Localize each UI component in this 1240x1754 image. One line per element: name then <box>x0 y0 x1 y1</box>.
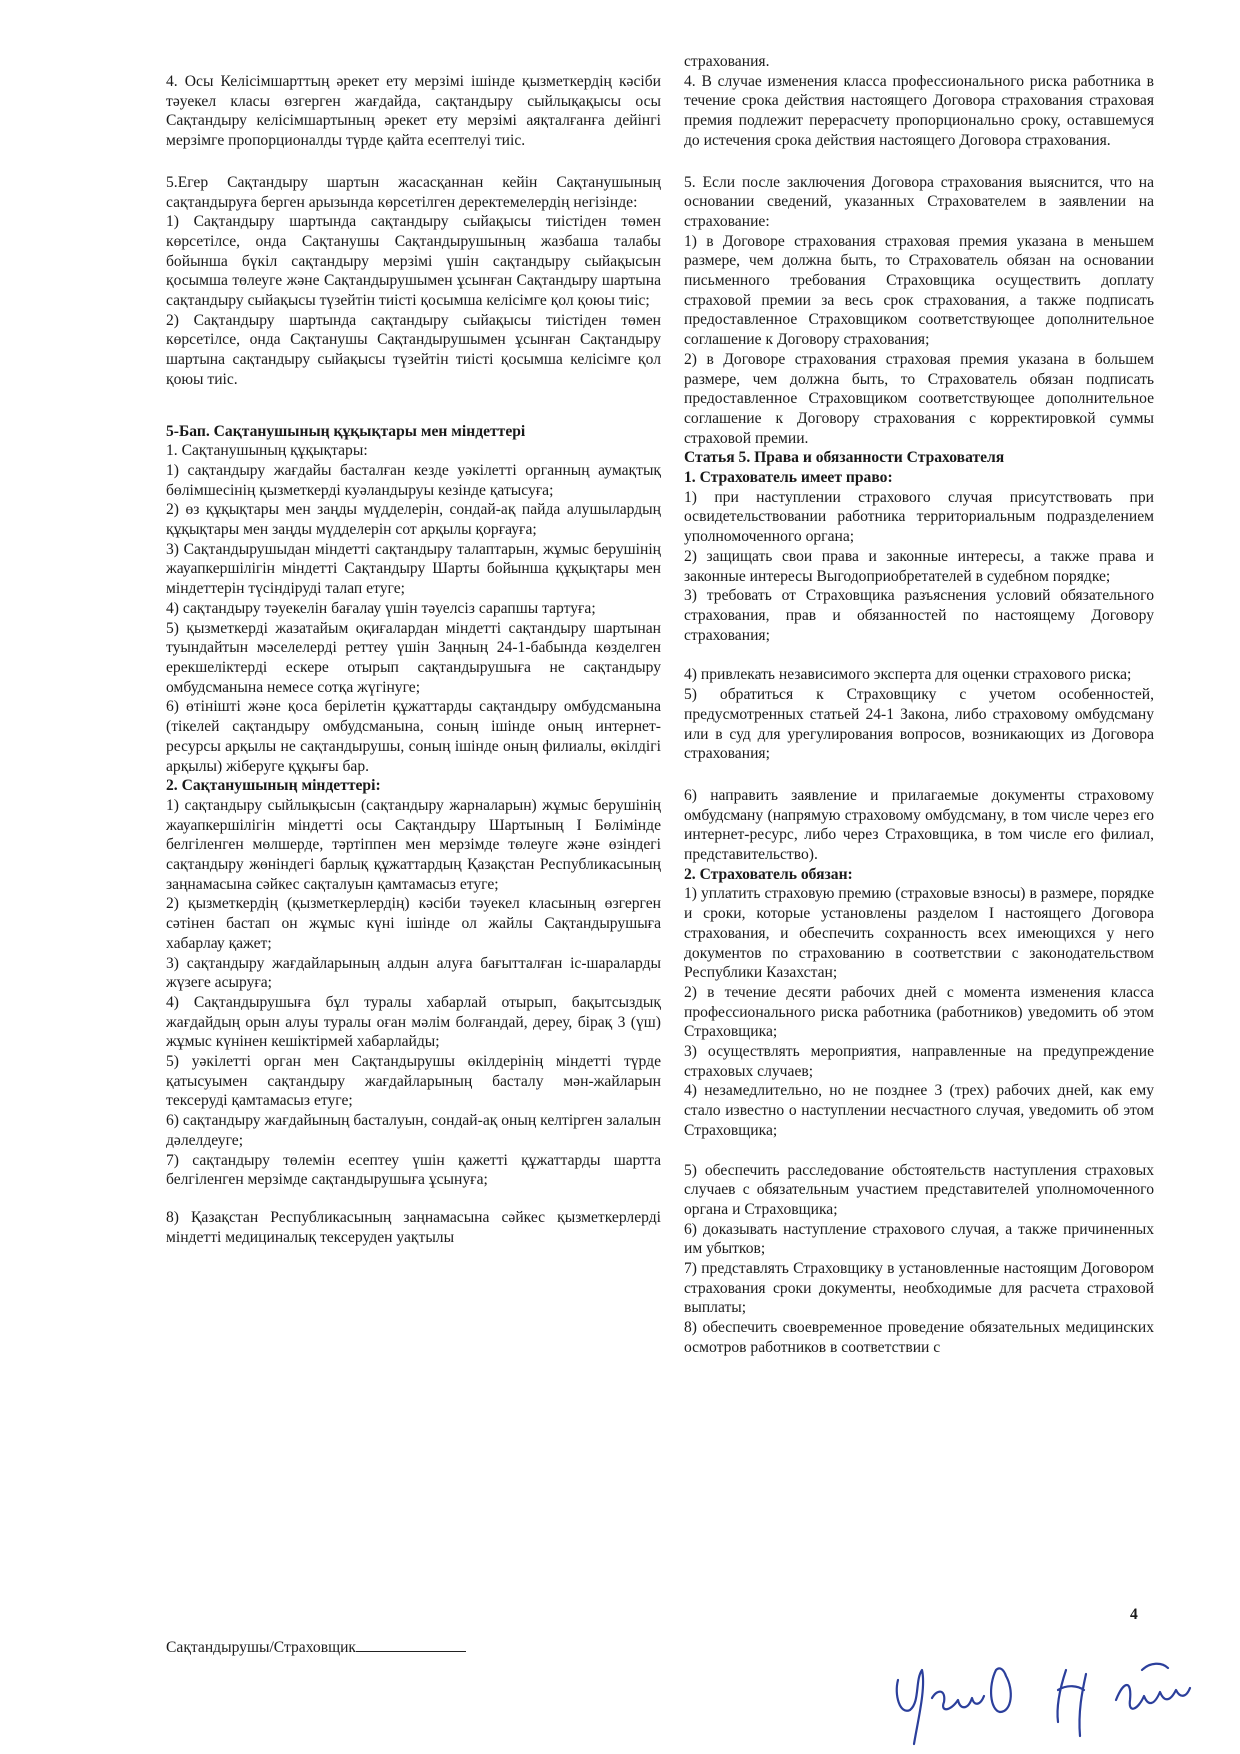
list-item: 2) өз құқықтары мен заңды мүдделерін, сондай-ақ пайда алушылардың құқықтары мен заңды мүдделерін сот арқылы қорғауға; <box>166 501 661 539</box>
list-item: 1) при наступлении страхового случая присутствовать при освидетельствовании работника территориальным подразделением уполномоченного органа; <box>684 488 1154 546</box>
signature-stroke <box>1116 1685 1190 1709</box>
list-item: 2) защищать свои права и законные интересы, а также права и законные интересы Выгодоприобретателей в судебном порядке; <box>684 547 1154 585</box>
list-item: 5) уәкілетті орган мен Сақтандырушы өкілдерінің міндетті түрде қатысуымен сақтандыру жағдайларының басталу мән-жайларын тексеруді қамтамасыз етуге; <box>166 1053 661 1110</box>
insurer-label: Сақтандырушы/Страховщик <box>166 1639 356 1656</box>
signature-stroke <box>932 1692 984 1710</box>
list-item: 2) в течение десяти рабочих дней с момента изменения класса профессионального риска работника (работников) уведомить об этом Страховщика; <box>684 983 1154 1041</box>
signature-stroke <box>1057 1670 1086 1736</box>
list-item: 6) сақтандыру жағдайының басталуын, сондай-ақ оның келтірген залалын дәлелдеуге; <box>166 1112 661 1149</box>
paragraph: страхования. <box>684 53 770 70</box>
paragraph: 2) в Договоре страхования страховая премия указана в большем размере, чем должна быть, то Страхователь обязан подписать предоставленное Страховщиком соответствующее дополнительное соглашение к Договору страхования с корректировкой суммы страховой премии. <box>684 350 1154 447</box>
signature-stroke <box>991 1668 1011 1712</box>
list-item: 2) қызметкердің (қызметкерлердің) кәсіби тәуекел класының өзгерген сәтінен бастап он жұмыс күні ішінде ол жайлы Сақтандырушыға хабарлау қажет; <box>166 895 661 952</box>
signature-blank <box>356 1637 466 1652</box>
list-item: 8) обеспечить своевременное проведение обязательных медицинских осмотров работников в соответствии с <box>684 1319 1154 1356</box>
list-item: 3) Сақтандырушыдан міндетті сақтандыру талаптарын, жұмыс берушінің жауапкершілігін міндетті Сақтандыру Шарты бойынша құқықтары мен міндеттерін түсіндіруді талап етуге; <box>166 540 661 598</box>
paragraph: 5.Егер Сақтандыру шартын жасасқаннан кейін Сақтанушының сақтандыруға берген арызында көрсетілген деректемелердің негізінде: <box>166 173 661 211</box>
signature-stroke <box>1142 1664 1168 1670</box>
list-item: 5) обратиться к Страховщику с учетом особенностей, предусмотренных статьей 24-1 Закона, либо страховому омбудсману или в суд для урегулирования вопросов, возникающих из Договора страхования; <box>684 686 1154 763</box>
signature-stroke <box>897 1670 923 1744</box>
paragraph: 4. Осы Келісімшарттың әрекет ету мерзімі ішінде қызметкердің кәсіби тәуекел класы өзгерген жағдайда, сақтандыру сыйлықақысы осы Сақтандыру келісімшартының әрекет ету мерзімі аяқталғанға дейінгі мерзімге пропорционалды түрде қайта есептелуі тиіс. <box>166 73 661 150</box>
list-item: 6) өтінішті және қоса берілетін құжаттарды сақтандыру омбудсманына (тікелей сақтандыру омбудсманына, соның ішінде оның интернет-ресурсы арқылы не сақтандырушы, соның ішінде оның филиалы, өкілдігі арқылы) жіберуге құқығы бар. <box>166 698 661 775</box>
paragraph: 1) в Договоре страхования страховая премия указана в меньшем размере, чем должна быть, то Страхователь обязан на основании письменного требования Страховщика осуществить доплату страховой премии за весь срок страхования, а также подписать предоставленное Страховщиком соответствующее дополнительное соглашение к Договору страхования; <box>684 232 1154 349</box>
list-item: 4) сақтандыру тәуекелін бағалау үшін тәуелсіз сарапшы тартуға; <box>166 599 596 617</box>
list-item: 3) сақтандыру жағдайларының алдын алуға бағытталған іс-шараларды жүзеге асыруға; <box>166 954 661 992</box>
list-item: 1) сақтандыру жағдайы басталған кезде уәкілетті органның аумақтық бөлімшесінің қызметкерді куәландыруы кезінде қатысуға; <box>166 461 661 499</box>
list-item: 3) осуществлять мероприятия, направленные на предупреждение страховых случаев; <box>684 1043 1154 1080</box>
paragraph: 1) Сақтандыру шартында сақтандыру сыйақысы тиістіден төмен көрсетілсе, онда Сақтанушы Сақтандырушының жазбаша талабы бойынша бүкіл сақтандыру мерзімі үшін сақтандыру сыйақысын қосымша төлеуге және Сақтандырушымен ұсынған Сақтандыру шартына сақтандыру сыйақысы түзейтін тиісті қосымша келісімге қол қоюы тиіс; <box>166 213 661 310</box>
list-item: 7) сақтандыру төлемін есептеу үшін қажетті құжаттарды шартта белгіленген мерзімде сақтандырушыға ұсынуға; <box>166 1151 661 1189</box>
list-item: 6) направить заявление и прилагаемые документы страховому омбудсману (напрямую страховому омбудсману, в том числе через его интернет-ресурс, либо через Страховщика, в том числе его филиал, представительство). <box>684 786 1154 864</box>
paragraph: 2) Сақтандыру шартында сақтандыру сыйақысы тиістіден төмен көрсетілсе, онда Сақтанушы Сақтандырушымен ұсынған Сақтандыру шартына сақтандыру сыйақысы түзейтін тиісті қосымша келісімге қол қоюы тиіс. <box>166 311 661 388</box>
list-item: 4) Сақтандырушыға бұл туралы хабарлай отырып, бақытсыздық жағдайдың орын алуы туралы оған мәлім болғандай, дереу, бірақ 3 (үш) жұмыс күнінен кешіктірмей хабарлайды; <box>166 993 661 1051</box>
section-title: 2. Страхователь обязан: <box>684 865 853 883</box>
russian-column <box>684 52 1154 1358</box>
article-heading: Статья 5. Права и обязанности Страхователя <box>684 449 1005 467</box>
list-item: 5) обеспечить расследование обстоятельств наступления страховых случаев с обязательным участием представителей уполномоченного органа и Страховщика; <box>684 1161 1154 1218</box>
section-title: 2. Сақтанушының міндеттері: <box>166 777 381 795</box>
paragraph: 4. В случае изменения класса профессионального риска работника в течение срока действия настоящего Договора страхования страховая премия подлежит перерасчету пропорционально сроку, оставшемуся до истечения срока действия настоящего Договора страхования. <box>684 72 1154 149</box>
section-title: 1. Страхователь имеет право: <box>684 469 893 487</box>
list-item: 7) представлять Страховщику в установленные настоящим Договором страхования сроки документы, необходимые для расчета страховой выплаты; <box>684 1260 1154 1317</box>
list-item: 1) сақтандыру сыйлықысын (сақтандыру жарналарын) жұмыс берушінің жауапкершілігін міндетті осы Сақтандыру Шартының I Бөлімінде белгіленген мөлшерде, тәртіппен мен мерзімде төлеуге және өзіндегі сақтандыру жөніндегі барлық құжаттардың Қазақстан Республикасының заңнамасына сәйкес сақталуын қамтамасыз етуге; <box>166 796 661 893</box>
list-item: 5) қызметкерді жазатайым оқиғалардан міндетті сақтандыру шартынан туындайтын мәселелерді реттеу үшін Заңның 24-1-бабында көзделген ерекшеліктерді ескере отырып сақтандырушыға не сақтандыру омбудсманына немесе сотқа жүгінуге; <box>166 619 661 696</box>
insurer-signature-line <box>166 1637 466 1657</box>
list-item: 3) требовать от Страховщика разъяснения условий обязательного страхования, прав и обязанностей по настоящему Договору страхования; <box>684 587 1154 644</box>
list-item: 6) доказывать наступление страхового случая, а также причиненных им убытков; <box>684 1220 1154 1258</box>
list-item: 4) незамедлительно, но не позднее 3 (трех) рабочих дней, как ему стало известно о наступлении несчастного случая, уведомить об этом Страховщика; <box>684 1082 1154 1139</box>
paragraph: 5. Если после заключения Договора страхования выяснится, что на основании сведений, указанных Страхователем в заявлении на страхование: <box>684 173 1154 230</box>
list-item: 4) привлекать независимого эксперта для оценки страхового риска; <box>684 666 1132 684</box>
handwritten-signatures <box>880 1640 1240 1754</box>
page-number: 4 <box>1130 1606 1138 1623</box>
list-item: 8) Қазақстан Республикасының заңнамасына сәйкес қызметкерлерді міндетті медициналық тексеруден уақтылы <box>166 1208 661 1246</box>
list-item: 1) уплатить страховую премию (страховые взносы) в размере, порядке и сроки, которые установлены разделом I настоящего Договора страхования, и обеспечить сохранность всех имеющихся у него документов по страхованию в соответствии с законодательством Республики Казахстан; <box>684 885 1154 982</box>
section-title: 1. Сақтанушының құқықтары: <box>166 442 368 460</box>
article-heading: 5-Бап. Сақтанушының құқықтары мен міндеттері <box>166 422 526 440</box>
kazakh-column <box>166 52 661 1247</box>
